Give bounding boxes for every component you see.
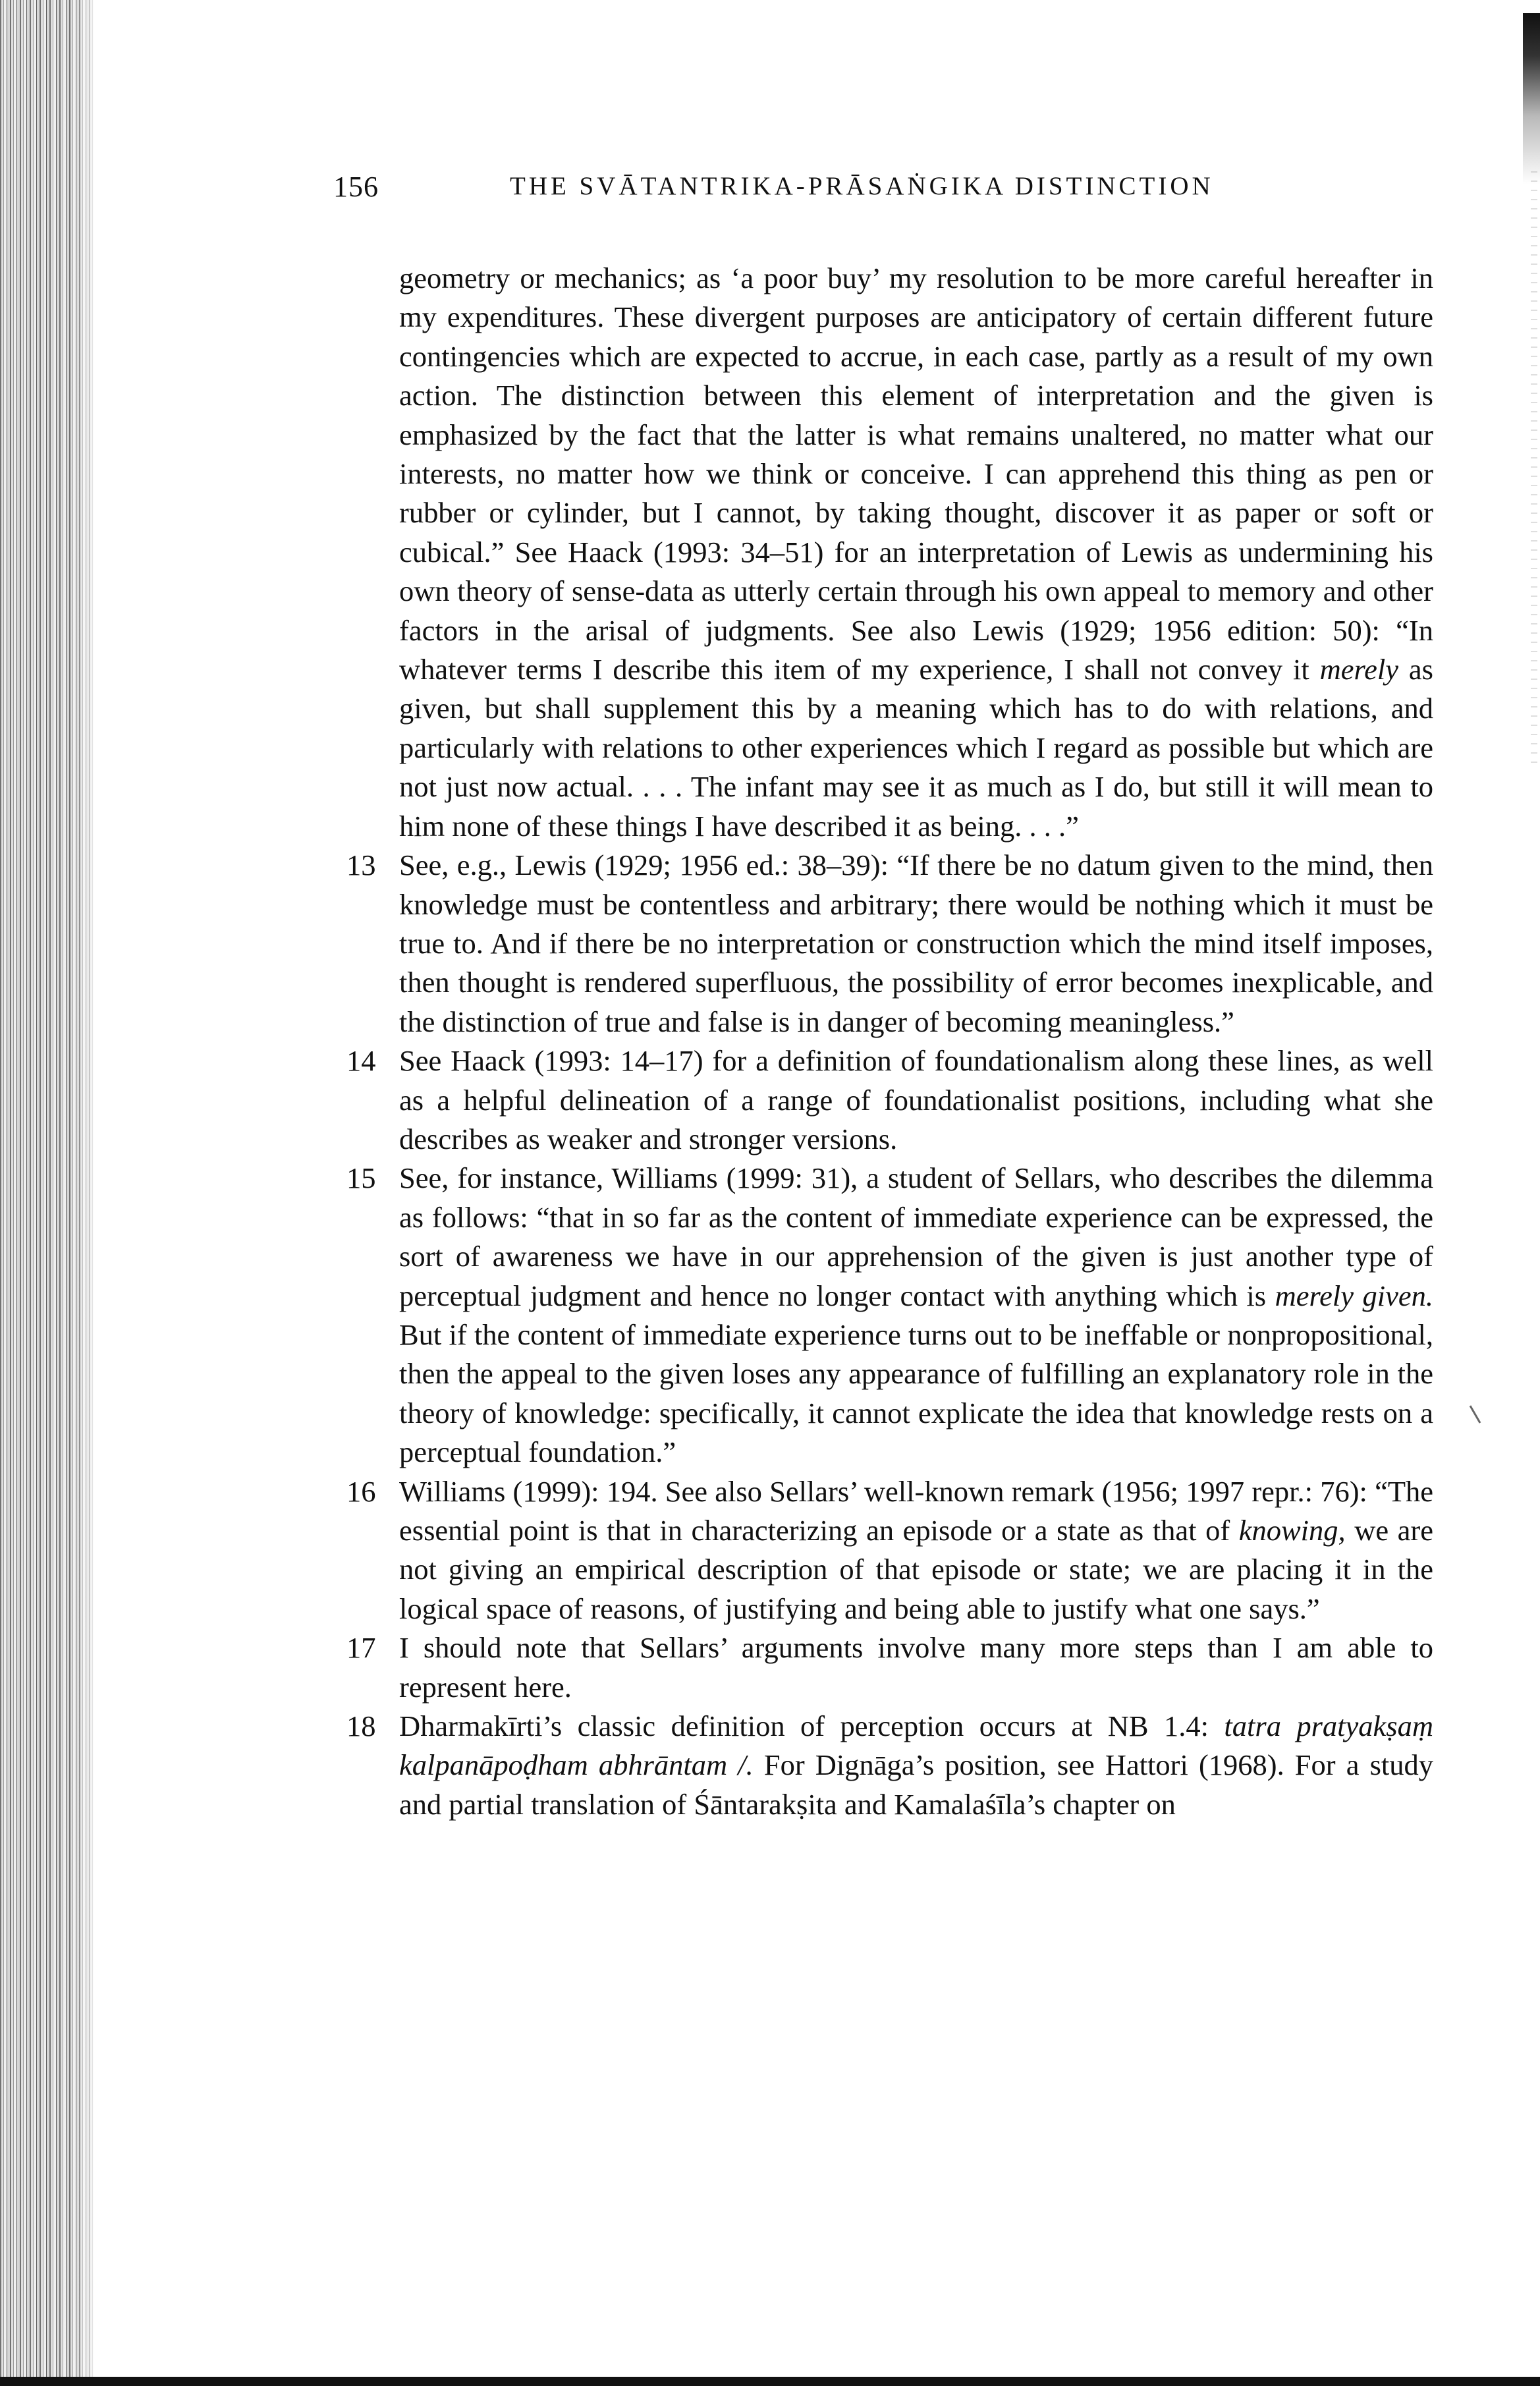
note-number: 18 — [346, 1709, 376, 1743]
note-number: 17 — [346, 1631, 376, 1665]
note-text-after: For Dignāga’s position, see Hattori (1968). For a study and partial translation of Śāntarakṣita and Kamalaśīla’s chapter on — [399, 1748, 1433, 1821]
page-number: 156 — [333, 171, 379, 203]
note-italic: tatra pratyakṣaṃ kalpanāpoḍham abhrāntam /. — [399, 1709, 1433, 1782]
scan-bottom-bar — [0, 2377, 1540, 2386]
note-text-after: we are not giving an empirical description of that episode or state; we are placing it in the logical space of reasons, of justifying and being able to justify what one says.” — [399, 1514, 1433, 1625]
note-number: 15 — [346, 1161, 376, 1195]
scan-binding-fade — [74, 0, 100, 2386]
note-text: See Haack (1993: 14–17) for a definition of foundationalism along these lines, as well as a helpful delineation of a range of foundationalist positions, including what she describes as weaker and stronger versions. — [399, 1044, 1433, 1155]
notes-body — [346, 259, 1433, 1824]
note-13 — [346, 846, 1433, 1041]
note-16 — [346, 1472, 1433, 1629]
continuation-text-after: as given, but shall supplement this by a meaning which has to do with relations, and particularly with relations to other experiences which I regard as possible but which are not just now actual. . . . The infant may see it as much as I do, but still it will mean to him none of these things I have described it as being. . . .” — [399, 653, 1433, 843]
continuation-italic: merely — [1319, 653, 1399, 686]
running-head — [333, 170, 1321, 209]
note-17 — [346, 1628, 1433, 1707]
note-text: Dharmakīrti’s classic definition of perception occurs at NB 1.4: — [399, 1709, 1224, 1743]
note-18 — [346, 1707, 1433, 1824]
scan-stray-mark — [1470, 1405, 1481, 1423]
note-text: Williams (1999): 194. See also Sellars’ well-known remark (1956; 1997 repr.: 76): “The essential point is that in characterizing an episode or a state as that of — [399, 1474, 1433, 1547]
scan-corner-shadow — [1523, 13, 1540, 184]
note-text: See, e.g., Lewis (1929; 1956 ed.: 38–39): “If there be no datum given to the mind, then knowledge must be contentless and arbitrary; there would be nothing which it must be true to. And if there be no interpretation or construction which the mind itself imposes, then thought is rendered superfluous, the possibility of error becomes inexplicable, and the distinction of true and false is in danger of becoming meaningless.” — [399, 848, 1433, 1038]
note-text: See, for instance, Williams (1999: 31), a student of Sellars, who describes the dilemma as follows: “that in so far as the content of immediate experience can be expressed, the sort of awareness we have in our apprehension of the given is just another type of perceptual judgment and hence no longer contact with anything which is — [399, 1161, 1433, 1312]
note-number: 16 — [346, 1474, 376, 1508]
continuation-text: geometry or mechanics; as ‘a poor buy’ my resolution to be more careful hereafter in my expenditures. These divergent purposes are anticipatory of certain different future contingencies which are expected to accrue, in each case, partly as a result of my own action. The distinction between this element of interpretation and the given is emphasized by the fact that the latter is what remains unaltered, no matter what our interests, no matter how we think or conceive. I can apprehend this thing as pen or rubber or cylinder, but I cannot, by taking thought, discover it as paper or soft or cubical.” See Haack (1993: 34–51) for an interpretation of Lewis as undermining his own theory of sense-data as utterly certain through his own appeal to memory and other factors in the arisal of judgments. See also Lewis (1929; 1956 edition: 50): “In whatever terms I describe this item of my experience, I shall not convey it — [399, 262, 1433, 686]
note-number: 14 — [346, 1044, 376, 1078]
note-text-after: But if the content of immediate experience turns out to be ineffable or nonpropositional, then the appeal to the given loses any appearance of fulfilling an explanatory role in the theory of knowledge: specifically, it cannot explicate the idea that knowledge rests on a perceptual foundation.” — [399, 1318, 1433, 1469]
note-italic: knowing, — [1238, 1514, 1346, 1547]
note-14 — [346, 1041, 1433, 1159]
note-italic: merely given. — [1275, 1279, 1433, 1312]
note-15 — [346, 1159, 1433, 1472]
note-text: I should note that Sellars’ arguments involve many more steps than I am able to represent here. — [399, 1631, 1433, 1704]
note-12-continuation — [346, 259, 1433, 846]
running-title: THE SVĀTANTRIKA-PRĀSAṄGIKA DISTINCTION — [510, 172, 1214, 200]
note-number: 13 — [346, 848, 376, 882]
scan-edge-speckle — [1531, 171, 1537, 764]
